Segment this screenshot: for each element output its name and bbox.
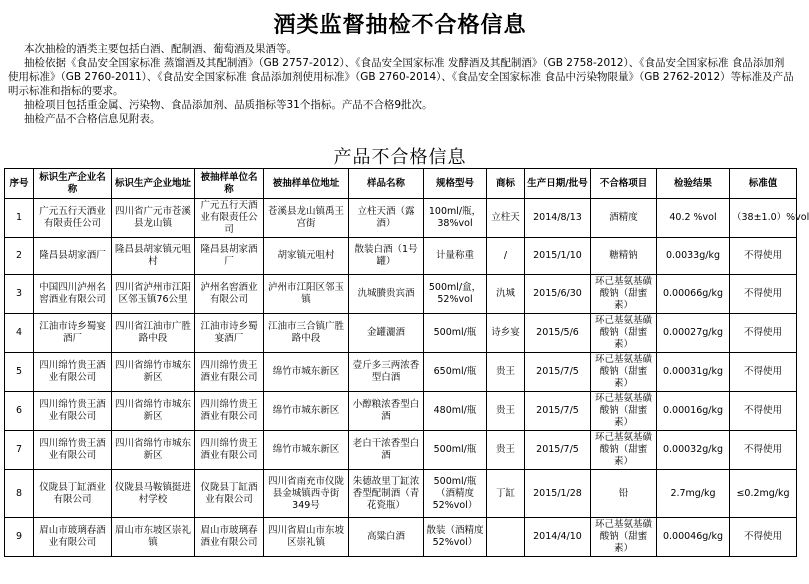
table-cell: 眉山市玻璃春酒业有限公司: [195, 518, 264, 557]
table-cell: 0.00046g/kg: [657, 518, 730, 557]
table-cell: 1: [5, 199, 34, 238]
table-cell: 隆昌县胡家酒厂: [34, 238, 112, 275]
table-cell: 绵竹市城东新区: [264, 431, 349, 470]
table-cell: 泸州市江阳区邻玉镇: [264, 275, 349, 314]
intro-paragraph: 本次抽检的酒类主要包括白酒、配制酒、葡萄酒及果酒等。: [24, 43, 297, 55]
table-cell: 四川省眉山市东坡区崇礼镇: [264, 518, 349, 557]
column-header: 检验结果: [657, 169, 730, 199]
table-cell: 不得使用: [730, 392, 797, 431]
column-header: 序号: [5, 169, 34, 199]
table-cell: 四川绵竹贵王酒业有限公司: [34, 353, 112, 392]
table-row: [5, 275, 797, 314]
column-header: 商标: [487, 169, 525, 199]
table-cell: 高粱白酒: [349, 518, 424, 557]
table-cell: 2015/1/28: [525, 470, 591, 518]
table-cell: 仪陇县丁缸酒业有限公司: [195, 470, 264, 518]
table-cell: 四川省广元市苍溪县龙山镇: [112, 199, 195, 238]
table-cell: 贵王: [487, 431, 525, 470]
table-cell: 环己基氨基磺酸钠（甜蜜素）: [591, 392, 657, 431]
table-cell: 不得使用: [730, 314, 797, 353]
table-cell: 不得使用: [730, 238, 797, 275]
table-row: [5, 314, 797, 353]
table-cell: 环己基氨基磺酸钠（甜蜜素）: [591, 275, 657, 314]
table-cell: 立柱天: [487, 199, 525, 238]
column-header: 标准值: [730, 169, 797, 199]
table-cell: 四川绵竹贵王酒业有限公司: [195, 431, 264, 470]
table-cell: 四川绵竹贵王酒业有限公司: [195, 353, 264, 392]
table-cell: 650ml/瓶: [424, 353, 487, 392]
table-cell: 0.00027g/kg: [657, 314, 730, 353]
table-cell: 江油市诗乡蜀宴酒厂: [34, 314, 112, 353]
table-cell: 2015/6/30: [525, 275, 591, 314]
table-cell: 不得使用: [730, 353, 797, 392]
table-cell: 100ml/瓶，38%vol: [424, 199, 487, 238]
table-cell: 9: [5, 518, 34, 557]
table-cell: 不得使用: [730, 431, 797, 470]
table-row: [5, 518, 797, 557]
table-cell: 绵竹市城东新区: [264, 392, 349, 431]
table-cell: 0.00066g/kg: [657, 275, 730, 314]
table-header-row: [5, 169, 797, 199]
table-cell: 0.00031g/kg: [657, 353, 730, 392]
table-cell: 环己基氨基磺酸钠（甜蜜素）: [591, 314, 657, 353]
table-cell: 2.7mg/kg: [657, 470, 730, 518]
table-cell: 江油市诗乡蜀宴酒厂: [195, 314, 264, 353]
table-cell: 四川省泸州市江阳区邻玉镇76公里: [112, 275, 195, 314]
table-cell: 2015/7/5: [525, 431, 591, 470]
table-cell: 糖精钠: [591, 238, 657, 275]
table-cell: 环己基氨基磺酸钠（甜蜜素）: [591, 353, 657, 392]
table-cell: 3: [5, 275, 34, 314]
table-cell: 480ml/瓶: [424, 392, 487, 431]
intro-text: [8, 42, 794, 126]
table-cell: 绵竹市城东新区: [264, 353, 349, 392]
table-cell: 8: [5, 470, 34, 518]
column-header: 生产日期/批号: [525, 169, 591, 199]
table-row: [5, 238, 797, 275]
table-cell: 隆昌县胡家酒厂: [195, 238, 264, 275]
table-cell: 0.0033g/kg: [657, 238, 730, 275]
table-cell: 朱德故里丁缸浓香型配制酒（青花瓷瓶）: [349, 470, 424, 518]
table-cell: 500ml/瓶: [424, 314, 487, 353]
table-cell: 江油市三合镇广胜路中段: [264, 314, 349, 353]
table-cell: 小醇粮浓香型白酒: [349, 392, 424, 431]
table-cell: 诗乡宴: [487, 314, 525, 353]
column-header: 被抽样单位名称: [195, 169, 264, 199]
column-header: 样品名称: [349, 169, 424, 199]
table-cell: 氿城賸贵宾酒: [349, 275, 424, 314]
table-cell: 500ml/瓶（酒精度52%vol）: [424, 470, 487, 518]
table-cell: 7: [5, 431, 34, 470]
intro-paragraph: 抽检项目包括重金属、污染物、食品添加剂、品质指标等31个指标。产品不合格9批次。: [24, 99, 433, 111]
table-cell: 立柱天酒（露酒）: [349, 199, 424, 238]
table-cell: 四川省绵竹市城东新区: [112, 392, 195, 431]
table-cell: 2015/7/5: [525, 392, 591, 431]
table-cell: 氿城: [487, 275, 525, 314]
table-cell: 丁缸: [487, 470, 525, 518]
table-cell: 仪陇县马鞍镇挺进村学校: [112, 470, 195, 518]
table-cell: 眉山市玻璃春酒业有限公司: [34, 518, 112, 557]
table-cell: 500ml/瓶: [424, 431, 487, 470]
table-row: [5, 392, 797, 431]
table-cell: ≤0.2mg/kg: [730, 470, 797, 518]
table-cell: [487, 518, 525, 557]
table-cell: /: [487, 238, 525, 275]
table-cell: 5: [5, 353, 34, 392]
table-cell: 2014/8/13: [525, 199, 591, 238]
table-cell: 环己基氨基磺酸钠（甜蜜素）: [591, 518, 657, 557]
table-cell: 4: [5, 314, 34, 353]
table-cell: 0.00016g/kg: [657, 392, 730, 431]
table-cell: （38±1.0）%vol: [730, 199, 797, 238]
table-cell: 不得使用: [730, 518, 797, 557]
table-cell: 酒精度: [591, 199, 657, 238]
intro-paragraph: 抽检依据《食品安全国家标准 蒸馏酒及其配制酒》（GB 2757-2012）、《食品安全国家标准 发酵酒及其配制酒》（GB 2758-2012）、《食品安全国家标准 食品添加剂使用标准》（GB 2760-2011）、《食品安全国家标准 食品添加剂使用标准》（GB 2760-2014）、《食品安全国家标准 食品中污染物限量》（GB 2762-2012）等标准及产品明示标准和指标的要求。: [8, 57, 794, 97]
table-cell: 眉山市东坡区崇礼镇: [112, 518, 195, 557]
table-row: [5, 431, 797, 470]
table-cell: 胡家镇元咀村: [264, 238, 349, 275]
column-header: 不合格项目: [591, 169, 657, 199]
table-cell: 四川省江油市广胜路中段: [112, 314, 195, 353]
table-cell: 环己基氨基磺酸钠（甜蜜素）: [591, 431, 657, 470]
table-cell: 中国四川泸州名窖酒业有限公司: [34, 275, 112, 314]
table-cell: 2: [5, 238, 34, 275]
table-row: [5, 199, 797, 238]
table-cell: 四川省绵竹市城东新区: [112, 431, 195, 470]
page-title: 酒类监督抽检不合格信息: [273, 12, 527, 38]
table-cell: 老白干浓香型白酒: [349, 431, 424, 470]
table-cell: 仪陇县丁缸酒业有限公司: [34, 470, 112, 518]
column-header: 被抽样单位地址: [264, 169, 349, 199]
table-cell: 四川省绵竹市城东新区: [112, 353, 195, 392]
table-cell: 计量称重: [424, 238, 487, 275]
column-header: 标识生产企业名称: [34, 169, 112, 199]
table-cell: 散装（酒精度52%vol）: [424, 518, 487, 557]
table-cell: 四川绵竹贵王酒业有限公司: [34, 392, 112, 431]
table-cell: 2015/1/10: [525, 238, 591, 275]
table-cell: 500ml/盒，52%vol: [424, 275, 487, 314]
table-cell: 广元五行天酒业有限责任公司: [34, 199, 112, 238]
column-header: 规格型号: [424, 169, 487, 199]
table-cell: 40.2 %vol: [657, 199, 730, 238]
column-header: 标识生产企业地址: [112, 169, 195, 199]
table-cell: 0.00032g/kg: [657, 431, 730, 470]
table-title: 产品不合格信息: [333, 147, 467, 168]
table-cell: 泸州名窖酒业有限公司: [195, 275, 264, 314]
table-cell: 2014/4/10: [525, 518, 591, 557]
intro-paragraph: 抽检产品不合格信息见附表。: [24, 113, 161, 125]
table-cell: 苍溪县龙山镇禹王宫街: [264, 199, 349, 238]
table-cell: 隆昌县胡家镇元咀村: [112, 238, 195, 275]
table-cell: 贵王: [487, 353, 525, 392]
table-cell: 6: [5, 392, 34, 431]
table-cell: 2015/7/5: [525, 353, 591, 392]
table-row: [5, 353, 797, 392]
table-row: [5, 470, 797, 518]
nonconforming-table: [4, 168, 809, 557]
table-cell: 壹斤多三两浓香型白酒: [349, 353, 424, 392]
table-cell: 散装白酒（1号罐）: [349, 238, 424, 275]
table-cell: 不得使用: [730, 275, 797, 314]
table-cell: 贵王: [487, 392, 525, 431]
table-cell: 四川绵竹贵王酒业有限公司: [34, 431, 112, 470]
table-cell: 四川省南充市仪陇县金城镇西寺街349号: [264, 470, 349, 518]
table-cell: 2015/5/6: [525, 314, 591, 353]
table-cell: 金罐灑酒: [349, 314, 424, 353]
table-cell: 铅: [591, 470, 657, 518]
table-cell: 四川绵竹贵王酒业有限公司: [195, 392, 264, 431]
table-cell: 广元五行天酒业有限责任公司: [195, 199, 264, 238]
